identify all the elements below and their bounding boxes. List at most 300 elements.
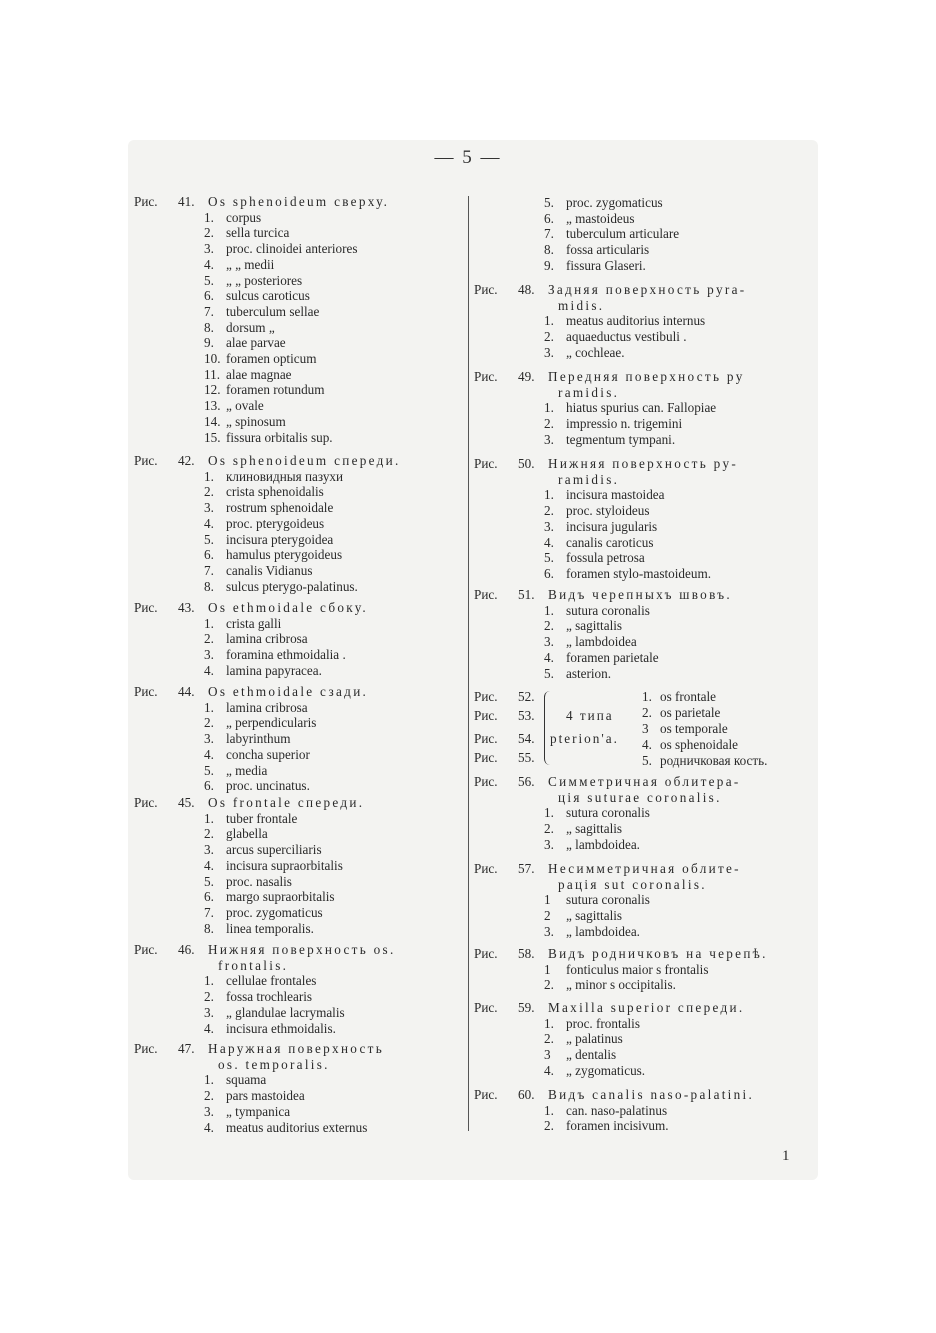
figure-title: Нижняя поверхность os. bbox=[208, 942, 396, 957]
figure-heading bbox=[474, 774, 814, 790]
item-number: 3. bbox=[544, 344, 554, 360]
item-text: alae magnae bbox=[226, 366, 292, 382]
item-number: 5. bbox=[204, 762, 214, 778]
figure-item bbox=[134, 989, 464, 1005]
figure-label: Рис. bbox=[134, 453, 158, 468]
figure-item bbox=[134, 1072, 464, 1088]
figure-title: Os ethmoidale сзади. bbox=[208, 684, 369, 699]
figure-item bbox=[474, 566, 814, 582]
item-text: incisura ethmoidalis. bbox=[226, 1020, 336, 1036]
figure-heading bbox=[134, 684, 464, 700]
item-text: fissura orbitalis sup. bbox=[226, 429, 333, 445]
figure-label: Рис. bbox=[474, 750, 498, 765]
figure-number: 55. bbox=[518, 750, 535, 765]
figure-item bbox=[474, 1063, 814, 1079]
item-text: lamina cribrosa bbox=[226, 699, 308, 715]
item-number: 6. bbox=[204, 889, 214, 905]
figure-item bbox=[134, 858, 464, 874]
item-number: 2. bbox=[544, 329, 554, 345]
item-text: incisura supraorbitalis bbox=[226, 857, 343, 873]
item-number: 2. bbox=[544, 1118, 554, 1134]
figure-item bbox=[474, 650, 814, 666]
figure-item bbox=[134, 516, 464, 532]
item-number: 5. bbox=[544, 550, 554, 566]
figure-title-continued: os. temporalis. bbox=[218, 1056, 330, 1072]
figure-item bbox=[474, 908, 814, 924]
item-text: „ lambdoidea bbox=[566, 634, 637, 650]
item-text: fossa trochlearis bbox=[226, 989, 313, 1005]
item-text: tuberculum articulare bbox=[566, 226, 680, 242]
figure-label: Рис. bbox=[474, 774, 498, 789]
item-text: „ sagittalis bbox=[566, 821, 623, 837]
figure-number: 50. bbox=[518, 456, 535, 471]
item-text: labyrinthum bbox=[226, 731, 291, 747]
figure-item bbox=[134, 715, 464, 731]
item-number: 1. bbox=[204, 699, 214, 715]
figure-item bbox=[474, 618, 814, 634]
figure-item bbox=[474, 519, 814, 535]
figure-entry bbox=[134, 795, 464, 936]
item-text: incisura mastoidea bbox=[566, 487, 665, 503]
figure-heading bbox=[134, 453, 464, 469]
pterion-label-name: pterion'a. bbox=[550, 731, 619, 746]
item-text: corpus bbox=[226, 209, 262, 225]
item-number: 1. bbox=[204, 468, 214, 484]
item-text: canalis Vidianus bbox=[226, 562, 313, 578]
figure-number: 48. bbox=[518, 282, 535, 297]
item-number: 3 bbox=[544, 1047, 551, 1063]
figure-heading bbox=[474, 750, 534, 766]
figure-heading bbox=[474, 689, 534, 705]
item-number: 2. bbox=[544, 416, 554, 432]
figure-number: 49. bbox=[518, 369, 535, 384]
figure-item bbox=[134, 763, 464, 779]
figure-title-continued: midis. bbox=[558, 297, 605, 313]
item-number: 15. bbox=[204, 429, 221, 445]
figure-item bbox=[134, 351, 464, 367]
figure-item bbox=[474, 487, 814, 503]
figure-item bbox=[134, 547, 464, 563]
item-text: crista galli bbox=[226, 615, 282, 631]
figure-heading bbox=[134, 194, 464, 210]
figure-heading bbox=[474, 946, 814, 962]
figure-entry bbox=[474, 946, 814, 993]
figure-item bbox=[642, 689, 716, 705]
figure-item bbox=[134, 1120, 464, 1136]
figure-entry bbox=[474, 282, 814, 361]
item-number: 7. bbox=[204, 562, 214, 578]
item-number: 8. bbox=[544, 242, 554, 258]
figure-item bbox=[474, 837, 814, 853]
item-number: 2. bbox=[204, 826, 214, 842]
item-number: 1. bbox=[544, 313, 554, 329]
figure-heading bbox=[134, 795, 464, 811]
figure-number: 57. bbox=[518, 861, 535, 876]
figure-item bbox=[134, 663, 464, 679]
figure-entry bbox=[134, 600, 464, 679]
figure-title: Нижняя поверхность py- bbox=[548, 456, 739, 471]
item-text: os frontale bbox=[660, 689, 717, 704]
figure-number: 52. bbox=[518, 689, 535, 704]
item-number: 4. bbox=[642, 737, 652, 752]
figure-item bbox=[134, 874, 464, 890]
column-divider bbox=[468, 196, 469, 1131]
item-text: canalis caroticus bbox=[566, 534, 654, 550]
item-number: 6. bbox=[204, 547, 214, 563]
item-number: 9. bbox=[544, 257, 554, 273]
figure-number: 56. bbox=[518, 774, 535, 789]
figure-item bbox=[474, 535, 814, 551]
item-text: foramina ethmoidalia . bbox=[226, 647, 346, 663]
item-text: meatus auditorius externus bbox=[226, 1119, 368, 1135]
figure-item bbox=[474, 1103, 814, 1119]
item-number: 3. bbox=[204, 731, 214, 747]
figure-number: 59. bbox=[518, 1000, 535, 1015]
figure-heading bbox=[134, 942, 464, 958]
figure-heading bbox=[134, 600, 464, 616]
figure-label: Рис. bbox=[134, 942, 158, 957]
figure-item bbox=[134, 335, 464, 351]
item-text: клиновидныя пазухи bbox=[226, 468, 344, 484]
item-text: родничковая кость. bbox=[660, 753, 768, 768]
figure-heading bbox=[474, 282, 814, 298]
item-text: lamina cribrosa bbox=[226, 631, 308, 647]
figure-item bbox=[474, 924, 814, 940]
figure-item bbox=[134, 1104, 464, 1120]
item-text: asterion. bbox=[566, 665, 612, 681]
figure-item bbox=[642, 737, 738, 753]
item-number: 8. bbox=[204, 578, 214, 594]
figure-title: Maxilla superior спереди. bbox=[548, 1000, 745, 1015]
figure-entry bbox=[474, 1087, 814, 1134]
item-number: 6. bbox=[544, 210, 554, 226]
item-text: „ lambdoidea. bbox=[566, 836, 640, 852]
item-number: 3. bbox=[544, 923, 554, 939]
figure-item bbox=[134, 1021, 464, 1037]
figure-title: Os ethmoidale сбоку. bbox=[208, 600, 368, 615]
item-number: 5. bbox=[544, 195, 554, 210]
figure-continuation bbox=[474, 195, 814, 274]
item-number: 4. bbox=[204, 1020, 214, 1036]
item-text: impressio n. trigemini bbox=[566, 416, 683, 432]
item-text: proc. nasalis bbox=[226, 873, 292, 889]
figure-item bbox=[134, 500, 464, 516]
item-number: 4. bbox=[204, 515, 214, 531]
figure-title: Передняя поверхность py bbox=[548, 369, 745, 384]
item-text: fossula petrosa bbox=[566, 550, 645, 566]
figure-item bbox=[642, 721, 728, 737]
figure-item bbox=[474, 962, 814, 978]
item-text: „ minor s occipitalis. bbox=[566, 977, 676, 993]
figure-title: Видъ canalis naso-palatini. bbox=[548, 1087, 755, 1102]
figure-item bbox=[474, 821, 814, 837]
figure-item bbox=[474, 195, 814, 211]
figure-heading bbox=[474, 731, 534, 747]
figure-label: Рис. bbox=[134, 795, 158, 810]
item-number: 3. bbox=[204, 500, 214, 516]
figure-number: 53. bbox=[518, 708, 535, 723]
figure-item bbox=[134, 778, 464, 794]
figure-item bbox=[134, 484, 464, 500]
figure-item bbox=[134, 288, 464, 304]
item-number: 1. bbox=[544, 487, 554, 503]
item-text: hiatus spurius can. Fallopiae bbox=[566, 400, 717, 416]
item-text: arcus superciliaris bbox=[226, 842, 322, 858]
item-text: „ sagittalis bbox=[566, 618, 623, 634]
item-number: 2. bbox=[544, 821, 554, 837]
figure-item bbox=[134, 257, 464, 273]
item-text: sella turcica bbox=[226, 225, 290, 241]
figure-item bbox=[474, 211, 814, 227]
item-number: 3. bbox=[204, 842, 214, 858]
figure-title: Задняя поверхность pyra- bbox=[548, 282, 747, 297]
item-number: 5. bbox=[204, 531, 214, 547]
item-number: 13. bbox=[204, 398, 221, 414]
item-number: 1. bbox=[204, 1072, 214, 1088]
figure-label: Рис. bbox=[474, 731, 498, 746]
item-text: fossa articularis bbox=[566, 242, 650, 258]
item-number: 4. bbox=[204, 1119, 214, 1135]
figure-item bbox=[134, 731, 464, 747]
item-number: 7. bbox=[544, 226, 554, 242]
figure-label: Рис. bbox=[474, 708, 498, 723]
item-text: os sphenoidale bbox=[660, 737, 739, 752]
item-number: 1 bbox=[544, 961, 551, 977]
item-text: sutura coronalis bbox=[566, 602, 650, 618]
item-text: foramen incisivum. bbox=[566, 1118, 669, 1134]
item-number: 2. bbox=[544, 977, 554, 993]
item-text: proc. pterygoideus bbox=[226, 515, 325, 531]
item-text: foramen stylo-mastoideum. bbox=[566, 565, 712, 581]
figure-item bbox=[474, 977, 814, 993]
figure-item bbox=[134, 320, 464, 336]
item-number: 3 bbox=[642, 721, 649, 736]
figure-item bbox=[474, 603, 814, 619]
figure-item bbox=[134, 811, 464, 827]
item-text: „ ovale bbox=[226, 398, 264, 414]
item-text: tuber frontale bbox=[226, 810, 298, 826]
figure-heading bbox=[474, 369, 814, 385]
figure-item bbox=[134, 905, 464, 921]
item-text: foramen opticum bbox=[226, 351, 317, 367]
item-number: 2. bbox=[544, 618, 554, 634]
figure-item bbox=[134, 532, 464, 548]
figure-item bbox=[134, 921, 464, 937]
figure-label: Рис. bbox=[134, 684, 158, 699]
figure-label: Рис. bbox=[474, 369, 498, 384]
figure-item bbox=[134, 210, 464, 226]
item-text: „ „ medii bbox=[226, 256, 275, 272]
item-number: 1. bbox=[204, 973, 214, 989]
item-text: tegmentum tympani. bbox=[566, 431, 676, 447]
item-number: 3. bbox=[544, 518, 554, 534]
item-number: 6. bbox=[204, 288, 214, 304]
figure-item bbox=[134, 382, 464, 398]
item-number: 7. bbox=[204, 904, 214, 920]
signature-number: 1 bbox=[782, 1148, 790, 1164]
item-text: fonticulus maior s frontalis bbox=[566, 961, 709, 977]
figure-item bbox=[474, 1031, 814, 1047]
item-text: crista sphenoidalis bbox=[226, 484, 324, 500]
figure-title: Несимметричная облите- bbox=[548, 861, 741, 876]
item-text: meatus auditorius internus bbox=[566, 313, 706, 329]
figure-item bbox=[474, 1016, 814, 1032]
item-number: 2. bbox=[544, 503, 554, 519]
figure-heading bbox=[474, 1000, 814, 1016]
item-number: 4. bbox=[204, 857, 214, 873]
item-number: 10. bbox=[204, 351, 221, 367]
figure-title-continued: рація sut coronalis. bbox=[558, 876, 707, 892]
figure-heading bbox=[474, 861, 814, 877]
figure-item bbox=[474, 805, 814, 821]
figure-entry bbox=[474, 1000, 814, 1079]
item-text: „ zygomaticus. bbox=[566, 1062, 646, 1078]
figure-item bbox=[134, 700, 464, 716]
figure-item bbox=[134, 631, 464, 647]
figure-label: Рис. bbox=[474, 861, 498, 876]
figure-item bbox=[134, 304, 464, 320]
figure-item bbox=[474, 416, 814, 432]
item-number: 2. bbox=[544, 1031, 554, 1047]
item-text: „ cochleae. bbox=[566, 344, 625, 360]
figure-item bbox=[134, 367, 464, 383]
figure-number: 60. bbox=[518, 1087, 535, 1102]
item-number: 1. bbox=[544, 1102, 554, 1118]
item-text: proc. uncinatus. bbox=[226, 778, 310, 794]
item-text: hamulus pterygoideus bbox=[226, 547, 343, 563]
item-number: 3. bbox=[544, 634, 554, 650]
figure-item bbox=[134, 469, 464, 485]
item-number: 3. bbox=[544, 836, 554, 852]
pterion-label-types: 4 типа bbox=[566, 708, 614, 723]
item-text: lamina papyracea. bbox=[226, 662, 322, 678]
item-number: 5. bbox=[544, 665, 554, 681]
item-number: 2. bbox=[204, 631, 214, 647]
item-number: 5. bbox=[204, 873, 214, 889]
item-number: 11. bbox=[204, 366, 220, 382]
page-number: — 5 — bbox=[434, 147, 502, 168]
figure-entry bbox=[474, 369, 814, 448]
figure-title: Симметричная облитера- bbox=[548, 774, 741, 789]
item-number: 2. bbox=[642, 705, 652, 720]
item-text: tuberculum sellae bbox=[226, 303, 320, 319]
item-text: proc. zygomaticus bbox=[566, 195, 663, 210]
item-number: 6. bbox=[204, 778, 214, 794]
figure-label: Рис. bbox=[474, 1000, 498, 1015]
figure-item bbox=[134, 273, 464, 289]
item-number: 1. bbox=[642, 689, 652, 704]
item-number: 1. bbox=[204, 810, 214, 826]
figure-title: Os frontale спереди. bbox=[208, 795, 365, 810]
figure-item bbox=[474, 1047, 814, 1063]
figure-label: Рис. bbox=[134, 1041, 158, 1056]
figure-item bbox=[474, 1118, 814, 1134]
item-number: 3. bbox=[204, 1103, 214, 1119]
figure-title: Наружная поверхность bbox=[208, 1041, 385, 1056]
figure-number: 47. bbox=[178, 1041, 195, 1056]
figure-title-continued: frontalis. bbox=[218, 957, 289, 973]
figure-title: Os sphenoideum сверху. bbox=[208, 194, 390, 209]
item-number: 3. bbox=[544, 431, 554, 447]
figure-number: 41. bbox=[178, 194, 195, 209]
item-number: 3. bbox=[204, 1004, 214, 1020]
item-text: incisura jugularis bbox=[566, 518, 658, 534]
figure-item bbox=[134, 1088, 464, 1104]
figure-item bbox=[134, 889, 464, 905]
figure-item bbox=[474, 258, 814, 274]
figure-item bbox=[474, 242, 814, 258]
item-text: proc. frontalis bbox=[566, 1015, 640, 1031]
figure-item bbox=[134, 616, 464, 632]
item-number: 3. bbox=[204, 241, 214, 257]
figure-entry bbox=[134, 194, 464, 445]
item-number: 7. bbox=[204, 303, 214, 319]
item-number: 3. bbox=[204, 647, 214, 663]
figure-item bbox=[134, 842, 464, 858]
item-text: concha superior bbox=[226, 746, 310, 762]
item-text: squama bbox=[226, 1072, 267, 1088]
figure-item bbox=[134, 1005, 464, 1021]
item-number: 2 bbox=[544, 908, 551, 924]
item-number: 1. bbox=[544, 400, 554, 416]
figure-label: Рис. bbox=[474, 946, 498, 961]
figure-number: 43. bbox=[178, 600, 195, 615]
figure-item bbox=[474, 400, 814, 416]
item-text: „ perpendicularis bbox=[226, 715, 317, 731]
item-number: 2. bbox=[204, 715, 214, 731]
figure-label: Рис. bbox=[474, 456, 498, 471]
brace-bracket bbox=[544, 691, 551, 765]
figure-item bbox=[134, 826, 464, 842]
figure-item bbox=[474, 226, 814, 242]
item-number: 4. bbox=[544, 649, 554, 665]
item-text: cellulae frontales bbox=[226, 973, 317, 989]
figure-label: Рис. bbox=[474, 282, 498, 297]
figure-title: Видъ родничковъ на черепѣ. bbox=[548, 946, 768, 961]
figure-number: 58. bbox=[518, 946, 535, 961]
item-number: 9. bbox=[204, 335, 214, 351]
item-number: 2. bbox=[204, 989, 214, 1005]
figure-heading bbox=[474, 708, 534, 724]
item-number: 2. bbox=[204, 1088, 214, 1104]
item-number: 1. bbox=[204, 615, 214, 631]
item-number: 4. bbox=[544, 1062, 554, 1078]
item-text: incisura pterygoidea bbox=[226, 531, 334, 547]
item-text: „ dentalis bbox=[566, 1047, 617, 1063]
item-text: alae parvae bbox=[226, 335, 286, 351]
figure-entry bbox=[474, 587, 814, 681]
item-text: fissura Glaseri. bbox=[566, 257, 646, 273]
item-text: „ mastoideus bbox=[566, 210, 635, 226]
item-text: „ palatinus bbox=[566, 1031, 623, 1047]
figure-entry bbox=[134, 942, 464, 1036]
item-text: „ tympanica bbox=[226, 1103, 291, 1119]
item-text: os parietale bbox=[660, 705, 721, 720]
figure-item bbox=[642, 705, 720, 721]
item-number: 5. bbox=[642, 753, 652, 768]
figure-heading bbox=[134, 1041, 464, 1057]
figure-item bbox=[474, 634, 814, 650]
figure-number: 46. bbox=[178, 942, 195, 957]
figure-label: Рис. bbox=[134, 194, 158, 209]
item-number: 4. bbox=[544, 534, 554, 550]
item-text: „ lambdoidea. bbox=[566, 923, 640, 939]
figure-entry bbox=[134, 1041, 464, 1135]
item-number: 4. bbox=[204, 746, 214, 762]
item-text: foramen parietale bbox=[566, 649, 659, 665]
figure-item bbox=[474, 329, 814, 345]
item-number: 4. bbox=[204, 662, 214, 678]
